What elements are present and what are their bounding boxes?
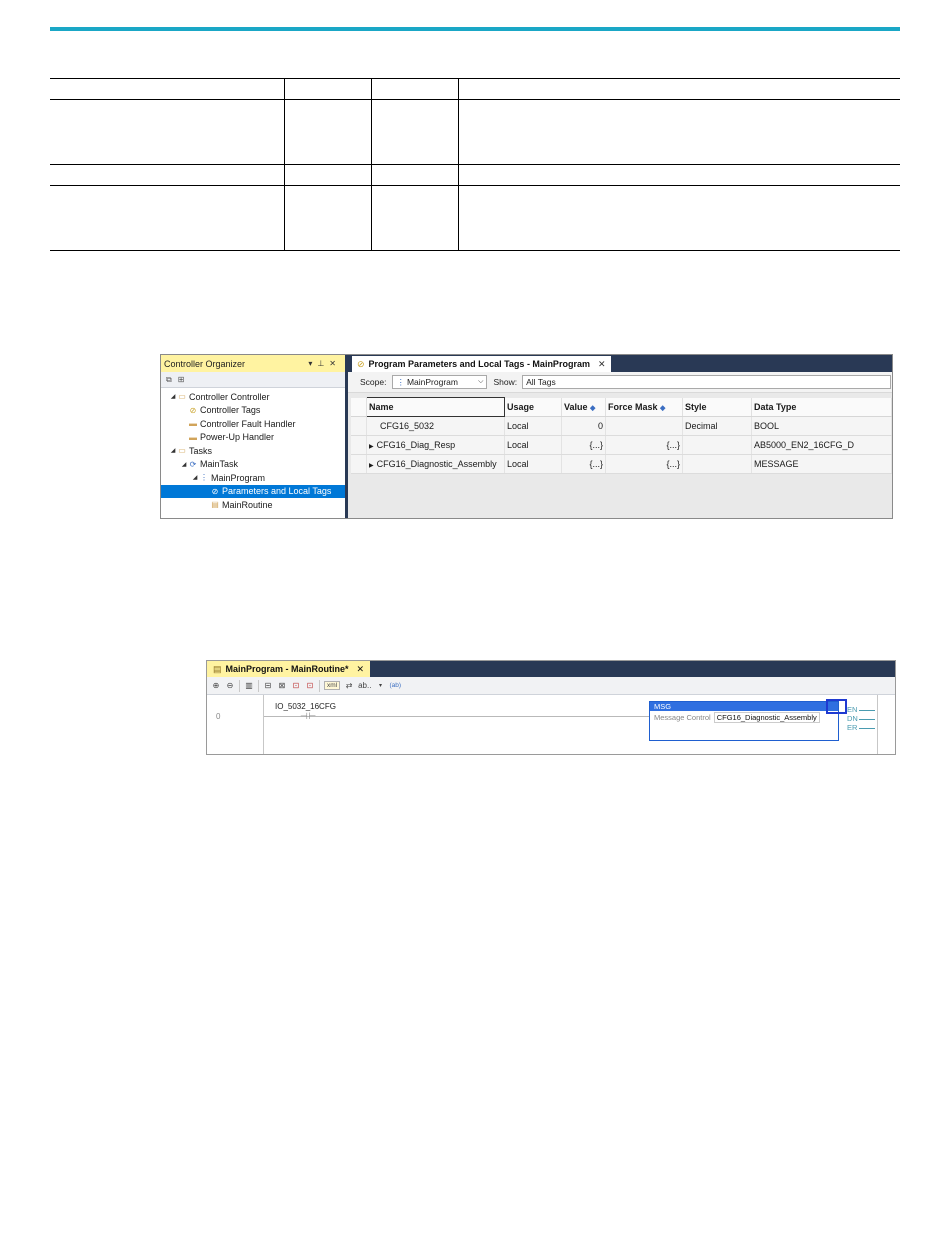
table-cell — [285, 186, 372, 251]
tree-item[interactable] — [161, 431, 345, 445]
expand-toggle-icon[interactable]: ◢ — [170, 394, 176, 401]
controller-organizer-pane — [161, 355, 348, 518]
tab-strip — [207, 661, 895, 677]
collapse-all-icon[interactable]: ⧉ — [166, 374, 172, 384]
edit-rung-icon[interactable]: ⊠ — [278, 681, 286, 690]
tags-editor-pane — [348, 355, 892, 518]
organizer-tree — [161, 388, 345, 512]
configure-msg-button[interactable] — [826, 699, 847, 714]
output-wire — [859, 719, 875, 720]
ab-button[interactable]: ab.. — [358, 681, 372, 690]
msg-title: MSG — [650, 702, 838, 711]
show-value: All Tags — [526, 377, 556, 387]
scope-dropdown[interactable] — [392, 375, 487, 389]
left-power-rail — [263, 695, 264, 754]
column-header-data-type[interactable]: Data Type — [752, 398, 892, 417]
tree-item-label: Tasks — [189, 445, 213, 456]
table-row[interactable] — [351, 417, 892, 436]
tree-item-label: Controller Tags — [200, 405, 261, 416]
table-cell — [459, 165, 901, 186]
expand-toggle-icon[interactable]: ◢ — [181, 461, 187, 468]
output-wire — [859, 728, 875, 729]
table-cell — [459, 79, 901, 100]
accept-edit-icon[interactable]: ⊡ — [292, 681, 300, 690]
program-icon: ⋮ — [200, 473, 208, 483]
table-cell — [285, 165, 372, 186]
output-dn: DN — [847, 714, 858, 723]
style-cell[interactable]: Decimal — [683, 417, 752, 436]
scope-value: MainProgram — [406, 377, 458, 387]
tree-item[interactable] — [161, 458, 345, 472]
usage-cell[interactable]: Local — [505, 436, 562, 455]
table-cell — [459, 100, 901, 165]
tags-screenshot — [160, 354, 893, 519]
tab-strip — [348, 355, 892, 372]
tree-item-label: Power-Up Handler — [200, 432, 275, 443]
table-row[interactable] — [351, 436, 892, 455]
tree-item-label: MainRoutine — [222, 499, 273, 510]
output-en: EN — [847, 705, 858, 714]
toolbar-separator — [319, 680, 320, 692]
tab-label: Program Parameters and Local Tags - MainProgram — [368, 359, 590, 369]
show-label: Show: — [493, 377, 518, 387]
style-cell[interactable] — [683, 436, 752, 455]
organizer-toolbar — [161, 372, 345, 388]
value-cell[interactable]: 0 — [562, 417, 606, 436]
table-cell — [372, 186, 459, 251]
expand-toggle-icon[interactable]: ▶ — [369, 463, 374, 469]
tree-item[interactable] — [161, 471, 345, 485]
scope-label: Scope: — [360, 377, 387, 387]
tree-item[interactable] — [161, 390, 345, 404]
output-er: ER — [847, 723, 858, 732]
chevron-down-icon: ⌵ — [478, 378, 484, 385]
tag-name: CFG16_Diagnostic_Assembly — [376, 459, 497, 469]
controller-folder-icon: ▭ — [178, 392, 186, 402]
msg-field-label: Message Control — [654, 712, 711, 722]
rung-number: 0 — [216, 712, 221, 721]
tag-name: CFG16_5032 — [380, 421, 435, 431]
table-cell — [50, 100, 285, 165]
style-cell[interactable] — [683, 455, 752, 474]
tree-item[interactable] — [161, 444, 345, 458]
usage-cell[interactable]: Local — [505, 417, 562, 436]
tree-item-label: MainTask — [200, 459, 239, 470]
pin-icon: ◆ — [660, 404, 666, 412]
pane-menu-icon[interactable]: ▾ — [308, 359, 318, 368]
table-header-row — [50, 79, 900, 100]
table-cell — [285, 100, 372, 165]
tree-view-icon[interactable]: ⊞ — [177, 375, 185, 384]
row-header — [351, 417, 367, 436]
zoom-in-icon[interactable]: ⊕ — [212, 681, 220, 690]
table-cell — [50, 79, 285, 100]
close-icon[interactable]: ✕ — [356, 663, 365, 674]
task-icon: ⟳ — [189, 459, 197, 469]
row-header — [351, 436, 367, 455]
branch-icon[interactable]: ⇄ — [345, 681, 353, 690]
tag-icon: ⊘ — [211, 486, 219, 496]
table-cell — [285, 79, 372, 100]
ladder-toolbar — [207, 677, 895, 695]
pane-controls — [308, 359, 341, 368]
force-mask-cell[interactable] — [606, 417, 683, 436]
rung-icon[interactable]: ⊟ — [264, 681, 272, 690]
tree-item-label: Controller Controller — [189, 391, 270, 402]
xml-button[interactable]: xml — [324, 681, 340, 690]
data-type-cell[interactable]: AB5000_EN2_16CFG_D — [752, 436, 892, 455]
expand-toggle-icon[interactable]: ◢ — [170, 448, 176, 455]
show-filter-input[interactable] — [522, 375, 891, 389]
tag-icon: ⊘ — [189, 405, 197, 415]
verify-icon[interactable]: ▥ — [245, 681, 253, 690]
tab-label: MainProgram - MainRoutine* — [225, 664, 349, 674]
data-type-cell[interactable]: BOOL — [752, 417, 892, 436]
right-power-rail — [877, 695, 878, 754]
column-header-usage[interactable]: Usage — [505, 398, 562, 417]
folder-icon: ▬ — [189, 419, 197, 429]
table-row — [50, 100, 900, 165]
brackets-button[interactable]: (ab) — [389, 682, 402, 689]
value-cell[interactable]: {...} — [562, 455, 606, 474]
tree-item-label: Parameters and Local Tags — [222, 486, 332, 497]
tree-item-label: Controller Fault Handler — [200, 418, 296, 429]
zoom-out-icon[interactable]: ⊖ — [226, 681, 234, 690]
close-icon[interactable]: ✕ — [597, 358, 606, 369]
table-row — [50, 186, 900, 251]
pin-icon: ◆ — [590, 404, 596, 412]
header-accent-rule — [50, 27, 900, 31]
ladder-rung[interactable] — [207, 695, 895, 754]
tree-item[interactable] — [161, 417, 345, 431]
toolbar-separator — [258, 680, 259, 692]
table-row — [50, 165, 900, 186]
routine-icon: ▤ — [211, 500, 219, 510]
pin-icon[interactable]: ⊥ — [317, 359, 330, 368]
table-cell — [372, 100, 459, 165]
expand-toggle-icon[interactable]: ▶ — [369, 444, 374, 450]
filter-bar — [348, 372, 892, 393]
tag-name-cell[interactable] — [367, 436, 505, 455]
table-row[interactable] — [351, 455, 892, 474]
table-cell — [50, 165, 285, 186]
organizer-title: Controller Organizer — [164, 358, 246, 369]
table-cell — [50, 186, 285, 251]
routine-icon: ▤ — [213, 663, 222, 674]
tags-grid — [351, 397, 892, 474]
tree-item[interactable] — [161, 404, 345, 418]
column-header-force-mask[interactable]: Force Mask ◆ — [606, 398, 683, 417]
folder-icon: ▬ — [189, 432, 197, 442]
tasks-folder-icon: ▭ — [178, 446, 186, 456]
column-header-name[interactable]: Name — [367, 398, 505, 417]
force-mask-cell[interactable]: {...} — [606, 455, 683, 474]
table-cell — [372, 79, 459, 100]
row-header-corner — [351, 398, 367, 417]
cancel-edit-icon[interactable]: ⊡ — [306, 681, 314, 690]
tree-item[interactable] — [161, 498, 345, 512]
xic-contact-icon[interactable]: ⊣ ⊢ — [300, 711, 316, 721]
tab-program-tags[interactable] — [352, 356, 611, 372]
routine-screenshot — [206, 660, 896, 755]
contact-tag-label[interactable]: IO_5032_16CFG — [275, 702, 336, 711]
column-header-value[interactable]: Value ◆ — [562, 398, 606, 417]
value-cell[interactable]: {...} — [562, 436, 606, 455]
table-cell — [459, 186, 901, 251]
organizer-title-bar — [161, 355, 345, 372]
row-header — [351, 455, 367, 474]
tree-item-label: MainProgram — [211, 472, 266, 483]
msg-operand-row — [650, 711, 838, 723]
close-icon[interactable]: ✕ — [329, 359, 341, 368]
msg-field-value[interactable]: CFG16_Diagnostic_Assembly — [714, 712, 820, 723]
tag-icon: ⊘ — [357, 358, 365, 369]
tree-item[interactable] — [161, 485, 345, 499]
tag-name: CFG16_Diag_Resp — [376, 440, 456, 450]
data-type-cell[interactable]: MESSAGE — [752, 455, 892, 474]
tag-name-cell[interactable] — [367, 417, 505, 436]
program-icon: ⋮ — [396, 376, 405, 387]
column-header-style[interactable]: Style — [683, 398, 752, 417]
output-wire — [859, 710, 875, 711]
rung-wire — [264, 716, 649, 717]
force-mask-cell[interactable]: {...} — [606, 436, 683, 455]
document-table — [50, 78, 900, 251]
table-cell — [372, 165, 459, 186]
toolbar-separator — [239, 680, 240, 692]
chevron-down-icon[interactable]: ▾ — [378, 683, 382, 689]
usage-cell[interactable]: Local — [505, 455, 562, 474]
tag-name-cell[interactable] — [367, 455, 505, 474]
tab-main-routine[interactable] — [207, 661, 370, 677]
expand-toggle-icon[interactable]: ◢ — [192, 475, 198, 482]
msg-instruction[interactable] — [649, 701, 839, 741]
